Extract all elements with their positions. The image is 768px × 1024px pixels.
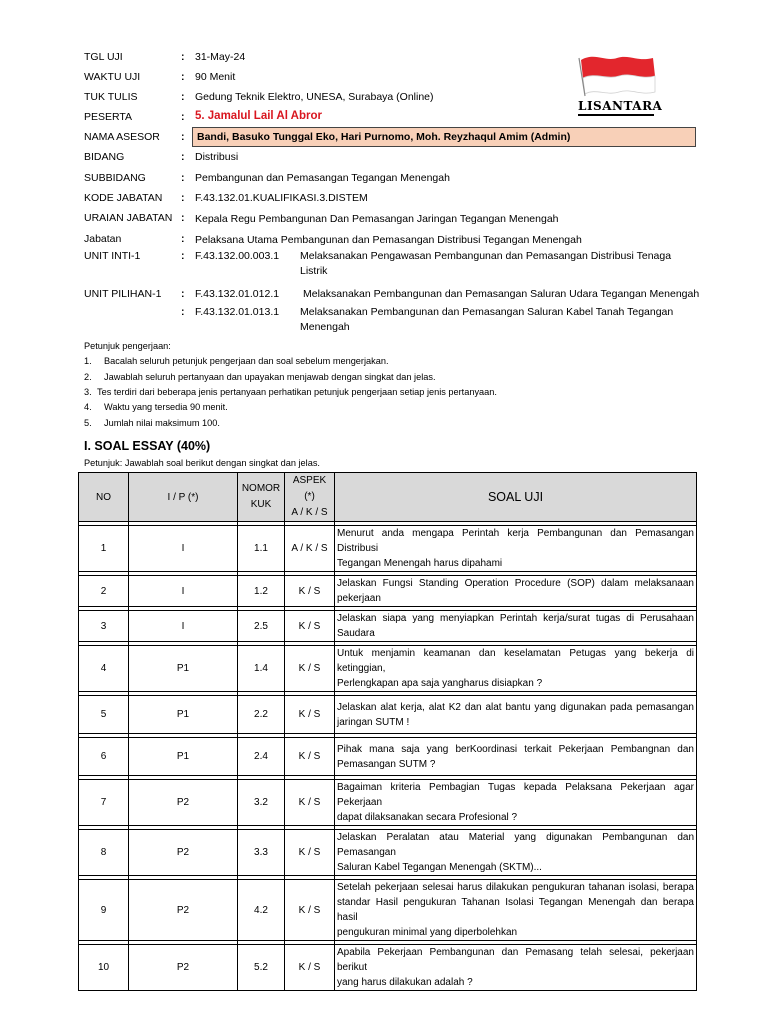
row-kuk: 2.2 (238, 696, 285, 734)
question-line: Tegangan Menengah harus dipahami (337, 558, 503, 569)
instruction-text: Jumlah nilai maksimum 100. (104, 418, 220, 428)
row-aspek: K / S (285, 738, 335, 776)
question-line: pengukuran minimal yang diperbolehkan (337, 927, 518, 938)
row-question (335, 526, 697, 572)
row-ip: P2 (129, 780, 238, 826)
question-line: Bagaiman kriteria Pembagian Tugas kepada Pelaksana Pekerjaan agar Pekerjaan (337, 782, 694, 808)
header-nomor-kuk (238, 473, 285, 522)
field-value-tuk-tulis: Gedung Teknik Elektro, UNESA, Surabaya (Online) (195, 91, 434, 103)
field-value-tgl-uji: 31-May-24 (195, 51, 246, 63)
header-aspek-akss: A / K / S (291, 507, 328, 518)
row-question (335, 611, 697, 642)
colon: : (181, 111, 185, 123)
colon: : (181, 131, 185, 143)
question-line: Untuk menjamin keamanan dan keselamatan Petugas yang bekerja di ketinggian, (337, 648, 694, 674)
question-line: Pemasangan SUTM ? (337, 758, 436, 770)
question-line: standar Hasil pengukuran Tahanan Isolasi Tegangan Menengah dan berapa hasil (337, 897, 694, 923)
essay-table (78, 472, 697, 991)
field-label-tgl-uji: TGL UJI (84, 51, 123, 63)
row-kuk: 1.1 (238, 526, 285, 572)
row-ip: I (129, 526, 238, 572)
colon: : (181, 71, 185, 83)
indonesian-flag-icon (575, 52, 665, 102)
field-value-jabatan: Pelaksana Utama Pembangunan dan Pemasangan Distribusi Tegangan Menengah (195, 234, 582, 246)
row-ip: P2 (129, 830, 238, 876)
unit-pilihan-desc-line2: Menengah (300, 321, 350, 333)
row-number: 2 (79, 576, 129, 607)
row-question (335, 880, 697, 941)
row-ip: P2 (129, 880, 238, 941)
table-row (79, 880, 697, 941)
field-value-bidang: Distribusi (195, 151, 239, 163)
row-kuk: 2.5 (238, 611, 285, 642)
logo-text: LISANTARA (578, 99, 663, 113)
row-kuk: 1.2 (238, 576, 285, 607)
instruction-text: Bacalah seluruh petunjuk pengerjaan dan soal sebelum mengerjakan. (104, 356, 389, 366)
question-line: dapat dilaksanakan secara Profesional ? (337, 812, 518, 823)
question-line: Jelaskan Fungsi Standing Operation Procedure (SOP) dalam melaksanaan pekerjaan (337, 578, 694, 604)
instruction-number: 5. (84, 418, 92, 428)
field-label-unit-inti: UNIT INTI-1 (84, 250, 141, 262)
table-row (79, 830, 697, 876)
table-row (79, 646, 697, 692)
colon: : (181, 233, 185, 245)
instruction-text: Jawablah seluruh pertanyaan dan upayakan menjawab dengan singkat dan jelas. (104, 372, 436, 382)
instruction-text: Tes terdiri dari beberapa jenis pertanyaan perhatikan petunjuk pengerjaan setiap jenis pertanyaan. (97, 387, 497, 397)
row-ip: I (129, 611, 238, 642)
row-aspek: A / K / S (285, 526, 335, 572)
unit-pilihan-desc-line1: Melaksanakan Pembangunan dan Pemasangan Saluran Kabel Tanah Tegangan (300, 306, 674, 318)
row-kuk: 5.2 (238, 945, 285, 991)
row-aspek: K / S (285, 646, 335, 692)
header-soal-uji: SOAL UJI (335, 473, 697, 522)
row-number: 7 (79, 780, 129, 826)
row-kuk: 4.2 (238, 880, 285, 941)
field-label-tuk-tulis: TUK TULIS (84, 91, 138, 103)
row-ip: P1 (129, 738, 238, 776)
header-ip: I / P (*) (129, 473, 238, 522)
table-row (79, 526, 697, 572)
field-label-peserta: PESERTA (84, 111, 133, 123)
row-kuk: 2.4 (238, 738, 285, 776)
colon: : (181, 288, 185, 300)
field-label-nama-asesor: NAMA ASESOR (84, 131, 160, 143)
row-aspek: K / S (285, 780, 335, 826)
question-line: Jelaskan alat kerja, alat K2 dan alat bantu yang digunakan pada pemasangan (337, 701, 694, 713)
row-number: 9 (79, 880, 129, 941)
unit-pilihan-code: F.43.132.01.012.1 (195, 288, 280, 300)
field-value-kode-jabatan: F.43.132.01.KUALIFIKASI.3.DISTEM (195, 192, 368, 204)
question-line: Saluran Kabel Tegangan Menengah (SKTM)... (337, 862, 542, 873)
row-question (335, 738, 697, 776)
instruction-number: 2. (84, 372, 92, 382)
row-question (335, 780, 697, 826)
row-ip: I (129, 576, 238, 607)
field-value-uraian-jabatan: Kepala Regu Pembangunan Dan Pemasangan Jaringan Tegangan Menengah (195, 213, 559, 225)
table-row (79, 696, 697, 734)
unit-pilihan-code: F.43.132.01.013.1 (195, 306, 280, 318)
row-number: 6 (79, 738, 129, 776)
colon: : (181, 91, 185, 103)
unit-inti-desc-line1: Melaksanakan Pengawasan Pembangunan dan Pemasangan Distribusi Tenaga (300, 250, 672, 262)
colon: : (181, 172, 185, 184)
table-row (79, 945, 697, 991)
header-aspek (285, 473, 335, 522)
question-line: jaringan SUTM ! (337, 716, 410, 728)
asesor-highlight-box (192, 127, 696, 147)
question-line: Apabila Pekerjaan Pembangunan dan Pemasang telah selesai, pekerjaan berikut (337, 947, 694, 973)
field-label-waktu-uji: WAKTU UJI (84, 71, 141, 83)
field-label-uraian-jabatan: URAIAN JABATAN (84, 212, 173, 224)
row-number: 8 (79, 830, 129, 876)
header-nomor: NOMOR (241, 483, 281, 494)
unit-inti-code: F.43.132.00.003.1 (195, 250, 280, 262)
row-ip: P1 (129, 646, 238, 692)
colon: : (181, 151, 185, 163)
section-note: Petunjuk: Jawablah soal berikut dengan singkat dan jelas. (84, 458, 320, 468)
table-row (79, 611, 697, 642)
colon: : (181, 192, 185, 204)
lisantara-logo (575, 52, 665, 122)
row-kuk: 3.3 (238, 830, 285, 876)
row-question (335, 646, 697, 692)
question-line: Jelaskan siapa yang menyiapkan Perintah kerja/surat tugas di Perusahaan Saudara (337, 613, 694, 639)
row-number: 4 (79, 646, 129, 692)
row-number: 3 (79, 611, 129, 642)
table-row (79, 738, 697, 776)
instruction-text: Waktu yang tersedia 90 menit. (104, 402, 228, 412)
field-label-unit-pilihan: UNIT PILIHAN-1 (84, 288, 162, 300)
field-value-nama-asesor: Bandi, Basuko Tunggal Eko, Hari Purnomo, Moh. Reyzhaqul Amim (Admin) (197, 131, 571, 143)
field-value-peserta: 5. Jamalul Lail Al Abror (195, 110, 322, 122)
row-question (335, 696, 697, 734)
question-line: Menurut anda mengapa Perintah kerja Pembangunan dan Pemasangan Distribusi (337, 528, 694, 554)
question-line: Pihak mana saja yang berKoordinasi terkait Pekerjaan Pembangnan dan (337, 743, 694, 755)
table-row (79, 780, 697, 826)
row-ip: P1 (129, 696, 238, 734)
logo-underline (578, 114, 654, 116)
instructions-title: Petunjuk pengerjaan: (84, 341, 171, 351)
row-question (335, 830, 697, 876)
row-question (335, 576, 697, 607)
question-line: Setelah pekerjaan selesai harus dilakukan pengukuran tahanan isolasi, berapa (337, 882, 694, 893)
table-body (79, 522, 697, 991)
field-value-subbidang: Pembangunan dan Pemasangan Tegangan Menengah (195, 172, 450, 184)
row-aspek: K / S (285, 880, 335, 941)
field-label-jabatan: Jabatan (84, 233, 122, 245)
instruction-number: 1. (84, 356, 92, 366)
row-aspek: K / S (285, 696, 335, 734)
question-line: Jelaskan Peralatan atau Material yang digunakan Pembangunan dan Pemasangan (337, 832, 694, 858)
header-kuk: KUK (250, 499, 272, 510)
row-number: 1 (79, 526, 129, 572)
row-question (335, 945, 697, 991)
row-kuk: 3.2 (238, 780, 285, 826)
row-ip: P2 (129, 945, 238, 991)
header-no: NO (79, 473, 129, 522)
unit-pilihan-desc: Melaksanakan Pembangunan dan Pemasangan Saluran Udara Tegangan Menengah (303, 288, 700, 300)
field-value-waktu-uji: 90 Menit (195, 71, 236, 83)
colon: : (181, 250, 185, 262)
row-aspek: K / S (285, 830, 335, 876)
row-number: 5 (79, 696, 129, 734)
colon: : (181, 306, 185, 318)
question-line: yang harus dilakukan adalah ? (337, 977, 473, 988)
row-aspek: K / S (285, 611, 335, 642)
row-kuk: 1.4 (238, 646, 285, 692)
field-label-kode-jabatan: KODE JABATAN (84, 192, 163, 204)
row-aspek: K / S (285, 945, 335, 991)
header-aspek-title: ASPEK (*) (292, 475, 327, 502)
field-label-subbidang: SUBBIDANG (84, 172, 146, 184)
table-header-row (79, 473, 697, 522)
colon: : (181, 51, 185, 63)
section-title: I. SOAL ESSAY (40%) (84, 439, 211, 453)
question-line: Perlengkapan apa saja yangharus disiapkan ? (337, 678, 543, 689)
table-row (79, 576, 697, 607)
instruction-number: 4. (84, 402, 92, 412)
colon: : (181, 212, 185, 224)
instruction-number: 3. (84, 387, 92, 397)
unit-inti-desc-line2: Listrik (300, 265, 328, 277)
field-label-bidang: BIDANG (84, 151, 125, 163)
row-number: 10 (79, 945, 129, 991)
row-aspek: K / S (285, 576, 335, 607)
